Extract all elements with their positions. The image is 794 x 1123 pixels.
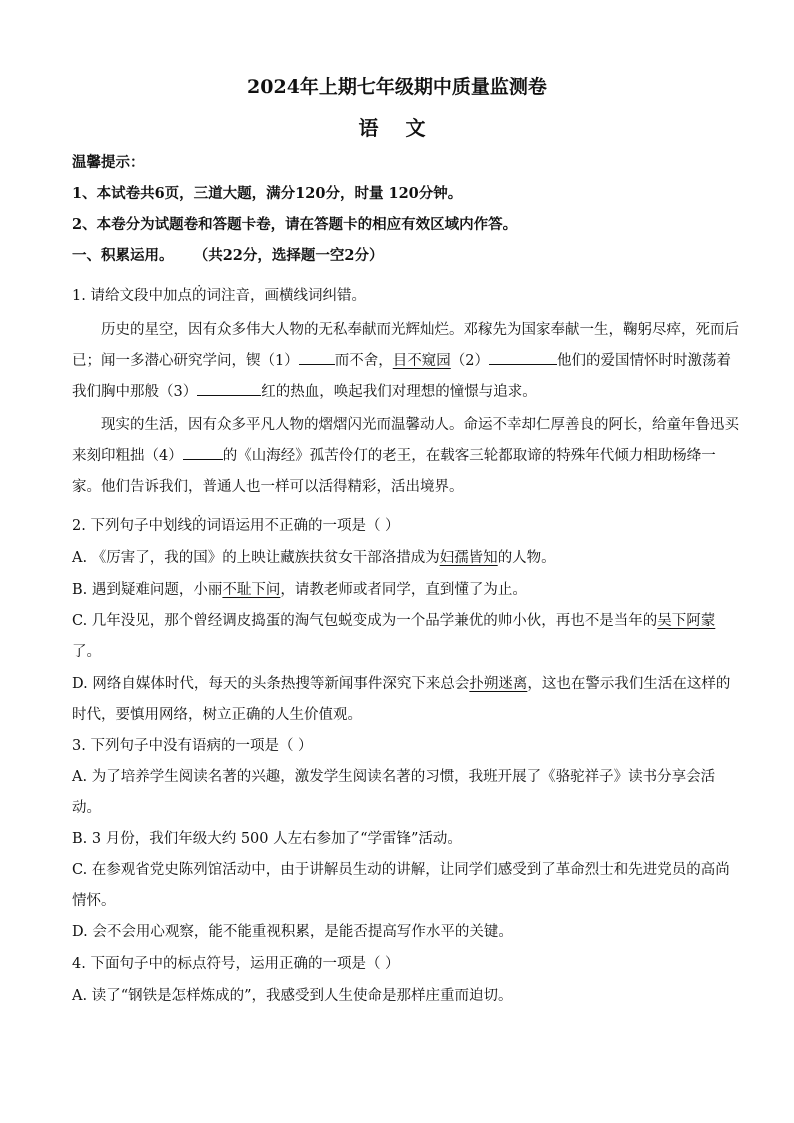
- q1-para2-line3: 家。他们告诉我们，普通人也一样可以活得精彩，活出境界。: [72, 479, 464, 495]
- q2-option-c-line1: [72, 609, 715, 630]
- q2-c-underlined: 吴下阿蒙: [657, 613, 716, 629]
- q1-stem-post: 词注音，画横线词纠错。: [206, 288, 366, 304]
- answer-blank-2[interactable]: [489, 350, 557, 365]
- q1-text-i: 的《山海经》孤苦伶仃的老王，在载客三轮都取谛的特殊年代倾力相助杨绛一: [222, 448, 716, 464]
- q2-d-post: ，这也在警示我们生活在这样的: [527, 676, 731, 692]
- q3-stem: 3. 下列句子中没有语病的一项是（ ）: [72, 738, 313, 754]
- q1-text-a: 已；闻一多潜心研究学问，锲（1）: [72, 353, 299, 369]
- q3-option-a-line1: A. 为了培养学生阅读名著的兴趣，激发学生阅读名著的习惯，我班开展了《骆驼祥子》读书分享会活: [72, 769, 716, 785]
- q2-stem: [72, 514, 400, 535]
- exam-title: 2024年上期七年级期中质量监测卷: [247, 76, 547, 98]
- answer-blank-1[interactable]: [299, 350, 335, 365]
- q2-d-pre: D. 网络自媒体时代，每天的头条热搜等新闻事件深究下来总会: [72, 676, 470, 692]
- q2-a-pre: A. 《厉害了，我的国》的上映让藏族扶贫女干部洛措成为: [72, 550, 440, 566]
- q2-option-d-line2: 时代，要慎用网络，树立正确的人生价值观。: [72, 707, 362, 723]
- q1-text-f: 我们胸中那般（3）: [72, 384, 198, 400]
- subject-title: 语 文: [358, 116, 436, 140]
- q1-para2-line1: 现实的生活，因有众多平凡人物的熠熠闪光而温馨动人。命运不幸却仁厚善良的阿长，给童年鲁迅买: [101, 417, 739, 433]
- q4-stem: 4. 下面句子中的标点符号，运用正确的一项是（ ）: [72, 956, 400, 972]
- q2-b-underlined: 不耻下问: [222, 582, 281, 598]
- answer-blank-3[interactable]: [197, 381, 261, 396]
- q1-para1-line1: 历史的星空，因有众多伟大人物的无私奉献而光辉灿烂。邓稼先为国家奉献一生，鞠躬尽瘁，死而后: [101, 322, 739, 338]
- notes-item-2: 2、本卷分为试题卷和答题卡卷，请在答题卡的相应有效区域内作答。: [72, 216, 518, 233]
- notes-label: 温馨提示：: [72, 154, 145, 171]
- q1-para2-line2: [72, 444, 716, 465]
- q3-option-a-line2: 动。: [72, 800, 101, 816]
- q2-option-c-line2: 了。: [72, 644, 101, 660]
- q2-option-a: [72, 546, 556, 567]
- q1-text-h: 来刻印粗拙（4）: [72, 448, 183, 464]
- notes-item-1: 1、本试卷共6页，三道大题，满分120分，时量 120分钟。: [72, 185, 463, 202]
- q2-a-underlined: 妇孺皆知: [439, 550, 498, 566]
- q3-option-c-line1: C. 在参观省党史陈列馆活动中，由于讲解员生动的讲解，让同学们感受到了革命烈士和先进党员的高尚: [72, 862, 730, 878]
- q2-b-post: ，请教老师或者同学，直到懂了为止。: [280, 582, 527, 598]
- q2-option-b: [72, 578, 527, 599]
- q1-stem-pre: 1. 请给文段中加点: [72, 288, 192, 304]
- q1-para1-line2: [72, 349, 731, 370]
- q2-a-post: 的人物。: [497, 550, 556, 566]
- q1-text-e: 他们的爱国情怀时时激荡着: [556, 353, 731, 369]
- answer-blank-4[interactable]: [183, 445, 223, 460]
- q1-stem-dotted: 的: [191, 288, 207, 304]
- q2-option-d-line1: [72, 672, 730, 693]
- q3-option-d: D. 会不会用心观察，能不能重视积累，是能否提高写作水平的关键。: [72, 924, 513, 940]
- q1-stem: [72, 284, 366, 305]
- q3-option-c-line2: 情怀。: [72, 893, 116, 909]
- q2-c-pre: C. 几年没见，那个曾经调皮捣蛋的淘气包蜕变成为一个品学兼优的帅小伙，再也不是当年的: [72, 613, 658, 629]
- section-1-heading: 一、积累运用。 （共22分，选择题一空2分）: [72, 247, 384, 264]
- q2-b-pre: B. 遇到疑难问题，小丽: [72, 582, 223, 598]
- q2-d-underlined: 扑朔迷离: [469, 676, 528, 692]
- q1-text-b: 而不舍，: [334, 353, 393, 369]
- q2-stem-dotted: 的: [191, 518, 207, 534]
- q1-para1-line3: [72, 380, 537, 401]
- q3-option-b: B. 3 月份，我们年级大约 500 人左右参加了“学雷锋”活动。: [72, 831, 462, 847]
- q1-underlined-word: 目不窥园: [392, 353, 451, 369]
- q2-stem-pre: 2. 下列句子中划线: [72, 518, 192, 534]
- q1-text-g: 红的热血，唤起我们对理想的憧憬与追求。: [261, 384, 537, 400]
- q1-text-d: （2）: [450, 353, 489, 369]
- q2-stem-post: 词语运用不正确的一项是（ ）: [206, 518, 400, 534]
- q4-option-a: A. 读了“钢铁是怎样炼成的”，我感受到人生使命是那样庄重而迫切。: [72, 988, 513, 1004]
